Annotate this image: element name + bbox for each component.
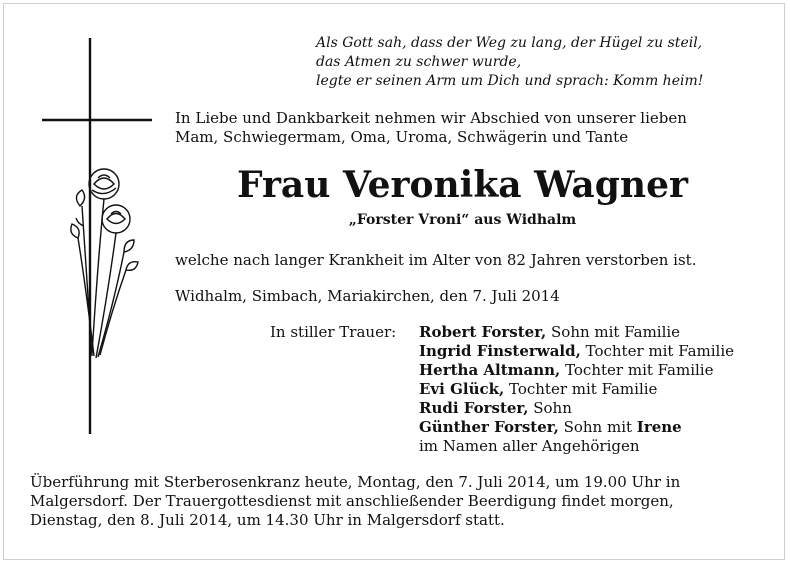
mourner-relation: Tochter mit Familie	[560, 361, 714, 379]
mourner-row	[419, 361, 779, 380]
intro-line: In Liebe und Dankbarkeit nehmen wir Abschied von unserer lieben	[175, 109, 687, 127]
intro-line: Mam, Schwiegermam, Oma, Uroma, Schwägerin und Tante	[175, 128, 629, 146]
mourner-name: Robert Forster,	[419, 323, 547, 341]
mourner-name: Ingrid Finsterwald,	[419, 342, 581, 360]
mourner-relation: Sohn mit	[558, 418, 637, 436]
mourner-row	[419, 380, 779, 399]
mourner-row	[419, 323, 779, 342]
mourners-footer: im Namen aller Angehörigen	[419, 437, 640, 455]
notice-line: Malgersdorf. Der Trauergottesdienst mit anschließender Beerdigung findet morgen,	[30, 492, 674, 510]
cross-icon	[40, 38, 160, 438]
funeral-notice	[30, 473, 790, 530]
mourner-relation: Sohn mit Familie	[546, 323, 681, 341]
intro-text	[175, 109, 775, 147]
deceased-nickname: „Forster Vroni“ aus Widhalm	[348, 212, 577, 228]
place-date: Widhalm, Simbach, Mariakirchen, den 7. Juli 2014	[175, 287, 560, 305]
mourner-extra-name: Irene	[636, 418, 682, 436]
mourner-row	[419, 342, 779, 361]
death-statement: welche nach langer Krankheit im Alter von 82 Jahren verstorben ist.	[175, 251, 697, 269]
mourner-relation: Sohn	[528, 399, 572, 417]
poem-line: legte er seinen Arm um Dich und sprach: Komm heim!	[316, 73, 704, 89]
mourner-name: Günther Forster,	[419, 418, 559, 436]
poem-verse	[316, 34, 786, 91]
mourner-relation: Tochter mit Familie	[504, 380, 658, 398]
deceased-name: Frau Veronika Wagner	[237, 164, 688, 206]
poem-line: Als Gott sah, dass der Weg zu lang, der Hügel zu steil,	[316, 35, 703, 51]
mourner-name: Evi Glück,	[419, 380, 505, 398]
notice-line: Dienstag, den 8. Juli 2014, um 14.30 Uhr in Malgersdorf statt.	[30, 511, 505, 529]
mourner-relation: Tochter mit Familie	[580, 342, 735, 360]
mourner-name: Hertha Altmann,	[419, 361, 561, 379]
notice-line: Überführung mit Sterberosenkranz heute, Montag, den 7. Juli 2014, um 19.00 Uhr in	[30, 473, 681, 491]
roses-icon	[71, 169, 138, 358]
mourner-name: Rudi Forster,	[419, 399, 529, 417]
poem-line: das Atmen zu schwer wurde,	[316, 54, 522, 70]
mourners-label: In stiller Trauer:	[270, 323, 397, 341]
mourners-list	[419, 323, 779, 456]
mourner-row	[419, 399, 779, 418]
mourner-row	[419, 418, 779, 437]
